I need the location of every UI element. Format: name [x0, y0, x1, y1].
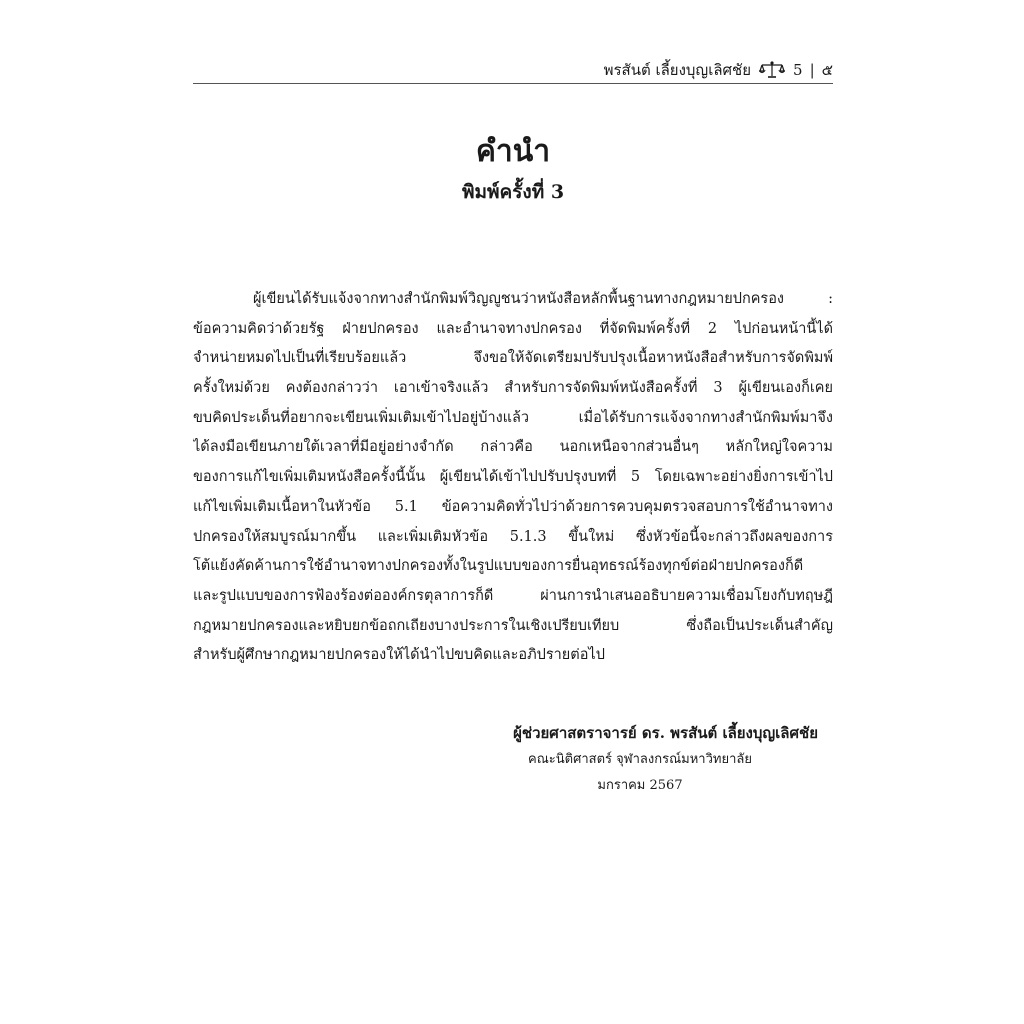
body-line: ผู้เขียนได้รับแจ้งจากทางสำนักพิมพ์วิญญูชนว่าหนังสือหลักพื้นฐานทางกฎหมายปกครอง : [253, 291, 833, 307]
body-line: จำหน่ายหมดไปเป็นที่เรียบร้อยแล้ว จึงขอให้จัดเตรียมปรับปรุงเนื้อหาหนังสือสำหรับการจัดพิมพ์ [193, 350, 833, 367]
body-line: แก้ไขเพิ่มเติมเนื้อหาในหัวข้อ 5.1 ข้อความคิดทั่วไปว่าด้วยการควบคุมตรวจสอบการใช้อำนาจทาง [193, 498, 833, 515]
signature-name: ผู้ช่วยศาสตราจารย์ ดร. พรสันต์ เลี้ยงบุญเลิศชัย [513, 724, 818, 742]
body-line: สำหรับผู้ศึกษากฎหมายปกครองให้ได้นำไปขบคิดและอภิปรายต่อไป [193, 647, 605, 664]
body-line: กฎหมายปกครองและหยิบยกข้อถกเถียงบางประการในเชิงเปรียบเทียบ ซึ่งถือเป็นประเด็นสำคัญ [193, 617, 833, 634]
header-rule [193, 83, 833, 84]
page-title: คำนำ [475, 134, 551, 169]
body-line: ได้ลงมือเขียนภายใต้เวลาที่มีอยู่อย่างจำกัด กล่าวคือ นอกเหนือจากส่วนอื่นๆ หลักใหญ่ใจความ [193, 439, 833, 456]
body-line: ของการแก้ไขเพิ่มเติมหนังสือครั้งนี้นั้น ผู้เขียนได้เข้าไปปรับปรุงบทที่ 5 โดยเฉพาะอย่างยิ่งการเข้าไป [193, 469, 833, 486]
signature-date: มกราคม 2567 [597, 778, 683, 793]
running-header [193, 58, 833, 82]
header-separator: | [809, 61, 815, 79]
body-line: ครั้งใหม่ด้วย คงต้องกล่าวว่า เอาเข้าจริงแล้ว สำหรับการจัดพิมพ์หนังสือครั้งที่ 3 ผู้เขียนเองก็เคย [193, 380, 833, 397]
signature-organization: คณะนิติศาสตร์ จุฬาลงกรณ์มหาวิทยาลัย [528, 752, 752, 767]
body-line: ข้อความคิดว่าด้วยรัฐ ฝ่ายปกครอง และอำนาจทางปกครอง ที่จัดพิมพ์ครั้งที่ 2 ไปก่อนหน้านี้ได้ [193, 320, 833, 337]
body-line: และรูปแบบของการฟ้องร้องต่อองค์กรตุลาการก็ดี ผ่านการนำเสนออธิบายความเชื่อมโยงกับทฤษฎี [193, 587, 833, 604]
header-author: พรสันต์ เลี้ยงบุญเลิศชัย [603, 61, 752, 79]
body-line: โต้แย้งคัดค้านการใช้อำนาจทางปกครองทั้งในรูปแบบของการยื่นอุทธรณ์ร้องทุกข์ต่อฝ่ายปกครองก็ดี [193, 558, 804, 575]
scales-of-justice-icon [759, 61, 785, 79]
body-line: ขบคิดประเด็นที่อยากจะเขียนเพิ่มเติมเข้าไปอยู่บ้างแล้ว เมื่อได้รับการแจ้งจากทางสำนักพิมพ์มาจึง [193, 409, 833, 426]
page-number-thai: ๕ [821, 61, 833, 79]
body-line: ปกครองให้สมบูรณ์มากขึ้น และเพิ่มเติมหัวข้อ 5.1.3 ขึ้นใหม่ ซึ่งหัวข้อนี้จะกล่าวถึงผลของการ [193, 528, 833, 545]
page-subtitle: พิมพ์ครั้งที่ 3 [461, 181, 565, 203]
page-number-arabic: 5 [793, 61, 803, 79]
preface-body [193, 285, 833, 671]
